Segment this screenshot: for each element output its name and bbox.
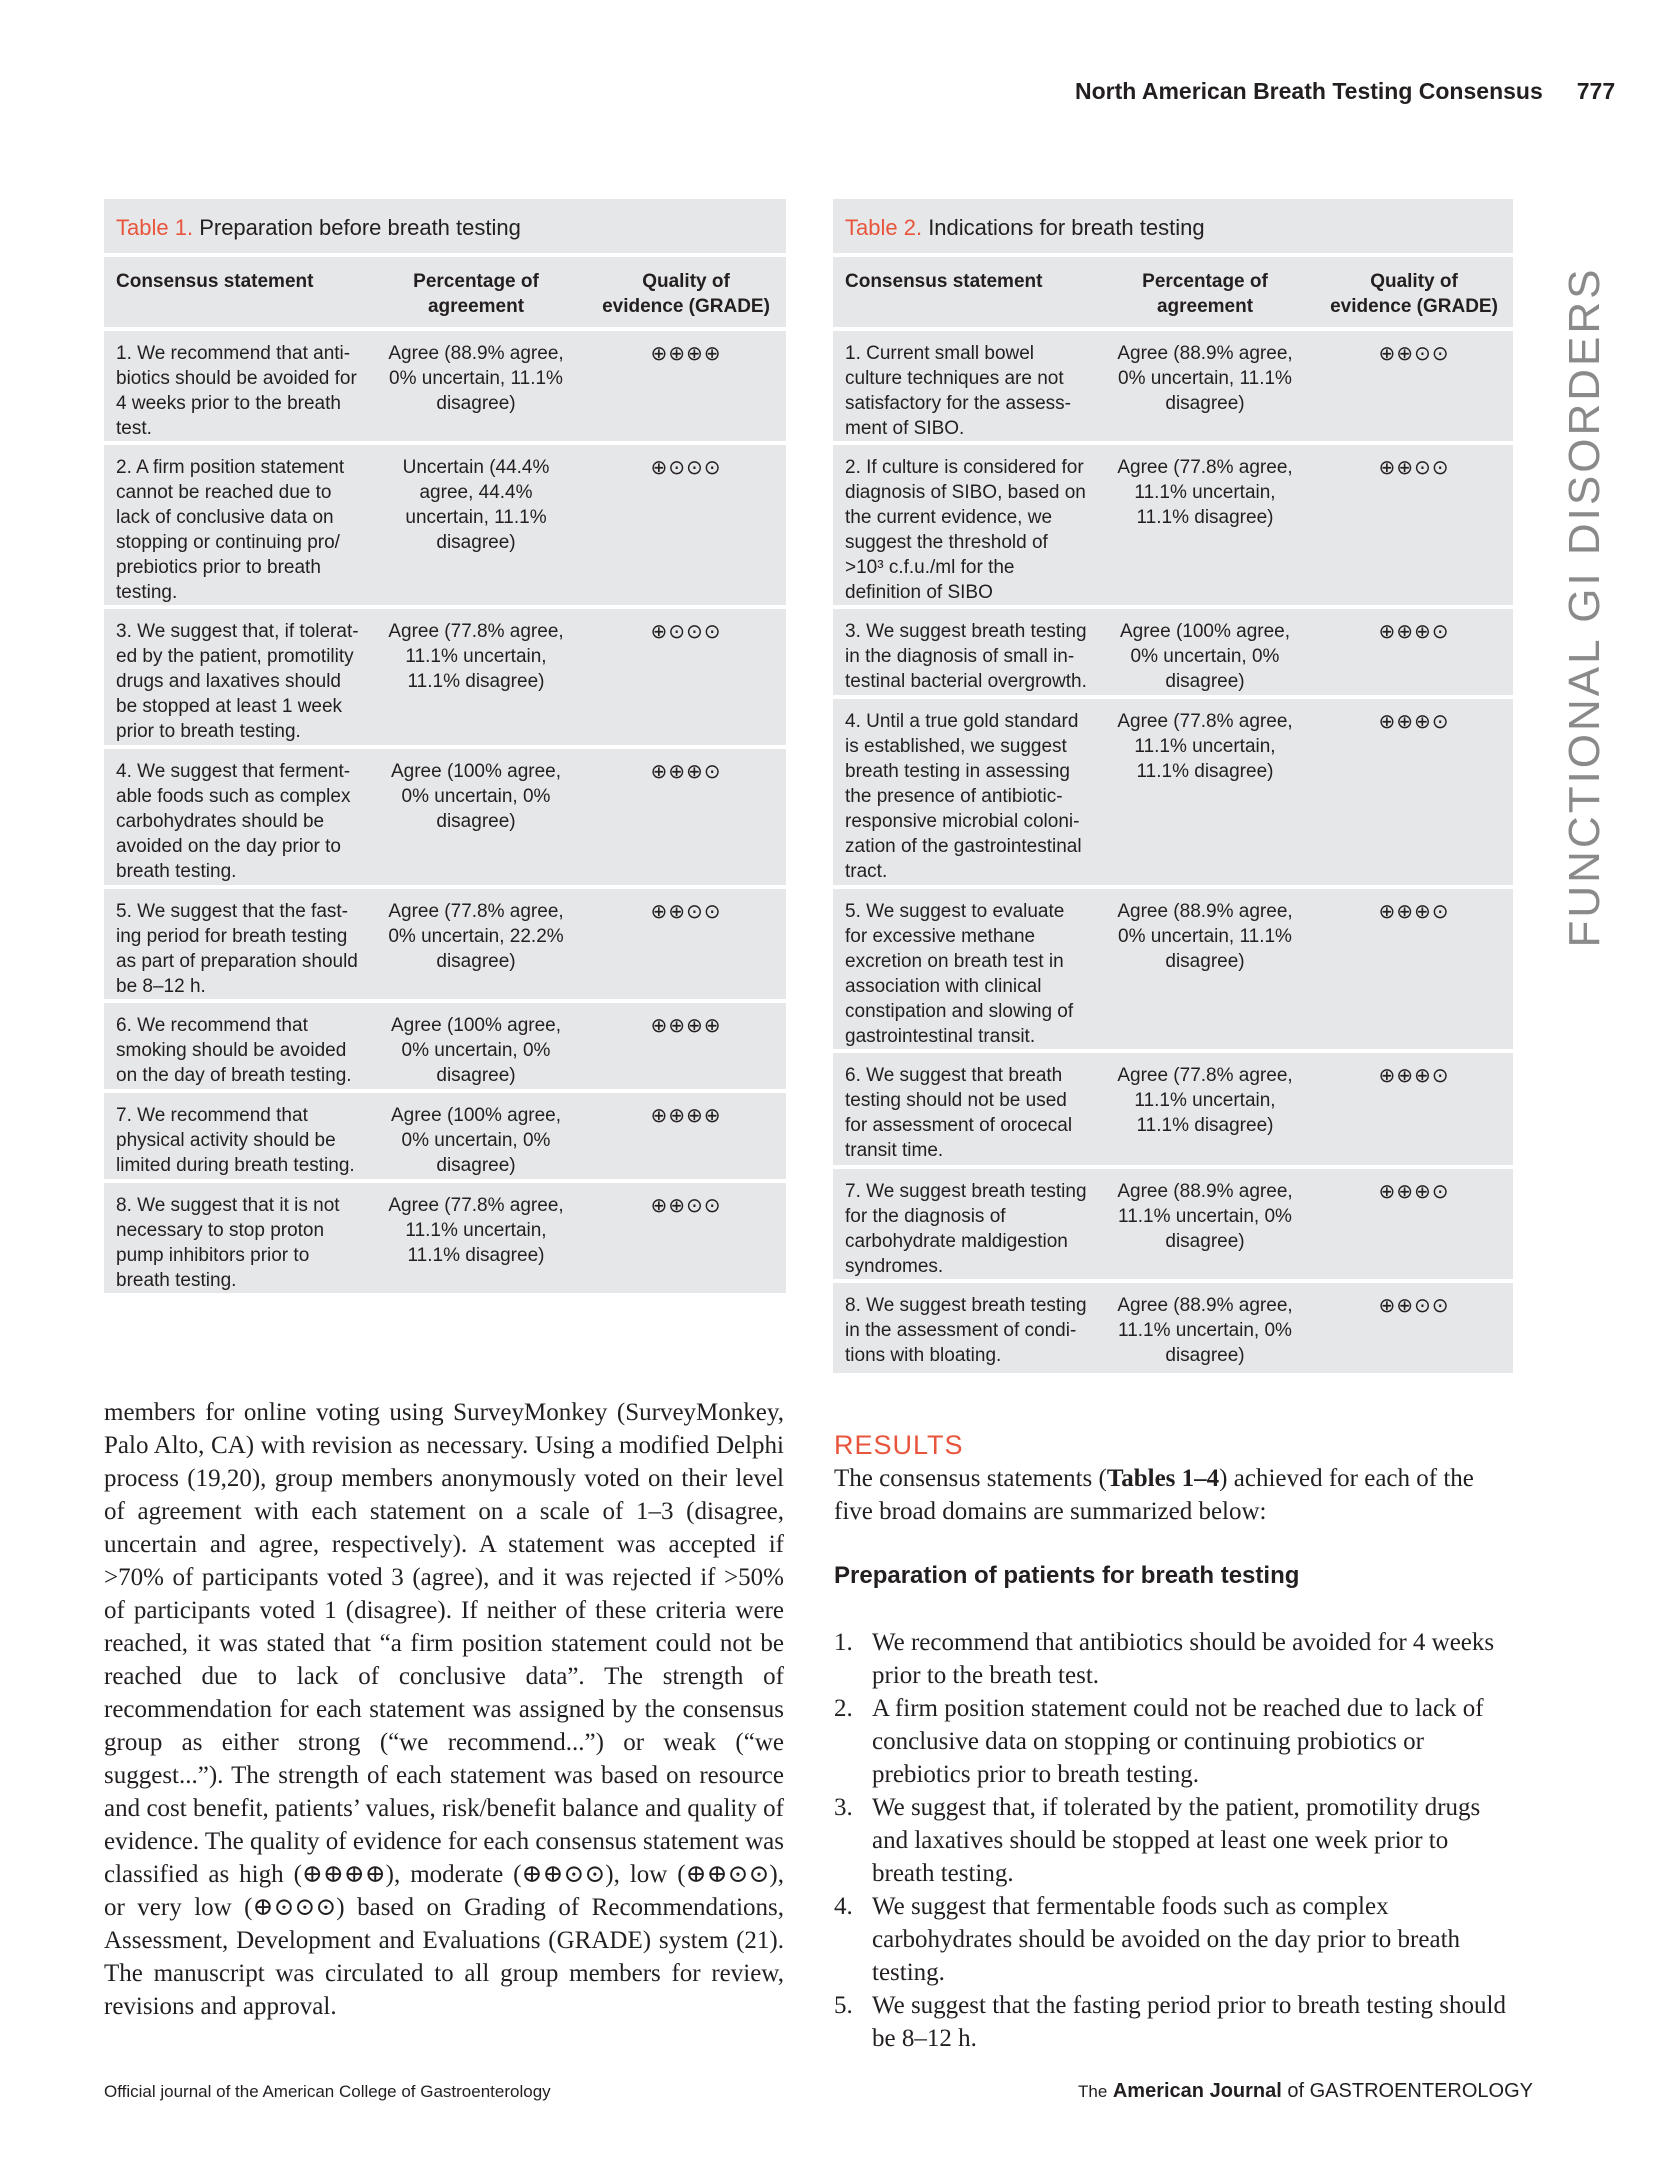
statement-cell: 2. If culture is considered for diagnosis of SIBO, based on the current evidence, we suggest the threshold of >10³ c.f.u./ml for the definition of SIBO [845, 457, 1086, 603]
grade-cell: ⊕⊕⊕⊙ [1378, 709, 1450, 733]
agreement-cell: Agree (88.9% agree, 0% uncertain, 11.1% disagree) [388, 343, 564, 414]
list-item: 3. We suggest that, if tolerated by the patient, promotility drugs and laxatives should be stopped at least one week prior to breath testing. [834, 1794, 1481, 1887]
statement-cell: 4. Until a true gold standard is established, we suggest breath testing in assessing the presence of antibiotic-responsive microbial coloni-zation of the gastrointestinal tract. [845, 711, 1082, 882]
column-header: Quality of evidence (GRADE) [1330, 271, 1498, 317]
table-row [833, 609, 1513, 699]
table-row [833, 1169, 1513, 1283]
agreement-cell: Agree (77.8% agree, 11.1% uncertain, 11.1% disagree) [388, 621, 564, 692]
table-2-number: Table 2. [845, 215, 923, 240]
section-side-label: FUNCTIONAL GI DISORDERS [1560, 266, 1609, 948]
results-list [834, 1626, 1514, 2055]
grade-cell: ⊕⊕⊕⊕ [650, 1103, 722, 1127]
statement-cell: 7. We suggest breath testing for the diagnosis of carbohydrate maldigestion syndromes. [845, 1181, 1087, 1277]
grade-cell: ⊕⊕⊕⊙ [1378, 1063, 1450, 1087]
table-row [833, 331, 1513, 445]
statement-cell: 6. We recommend that smoking should be avoided on the day of breath testing. [116, 1015, 352, 1086]
tables-reference: Tables 1–4 [1106, 1465, 1220, 1492]
table-1-number: Table 1. [116, 215, 194, 240]
grade-cell: ⊕⊕⊙⊙ [1378, 455, 1450, 479]
table-2-caption: Indications for breath testing [928, 215, 1205, 240]
agreement-cell: Agree (100% agree, 0% uncertain, 0% disagree) [390, 761, 562, 832]
agreement-cell: Uncertain (44.4% agree, 44.4% uncertain, 11.1% disagree) [402, 457, 550, 553]
statement-cell: 8. We suggest that it is not necessary to stop proton pump inhibitors prior to breath testing. [116, 1195, 340, 1291]
agreement-cell: Agree (88.9% agree, 11.1% uncertain, 0% disagree) [1117, 1181, 1293, 1252]
agreement-cell: Agree (77.8% agree, 11.1% uncertain, 11.1% disagree) [1117, 711, 1293, 782]
statement-cell: 1. Current small bowel culture techniques are not satisfactory for the assess-ment of SIBO. [845, 343, 1071, 439]
agreement-cell: Agree (77.8% agree, 11.1% uncertain, 11.1% disagree) [388, 1195, 564, 1266]
subsection-heading: Preparation of patients for breath testing [834, 1562, 1300, 1589]
grade-cell: ⊕⊕⊙⊙ [650, 899, 722, 923]
column-header: Consensus statement [845, 271, 1043, 292]
statement-cell: 3. We suggest breath testing in the diagnosis of small in-testinal bacterial overgrowth. [845, 621, 1087, 692]
table-1 [104, 199, 786, 1293]
agreement-cell: Agree (100% agree, 0% uncertain, 0% disagree) [390, 1015, 562, 1086]
grade-cell: ⊕⊕⊕⊕ [650, 1013, 722, 1037]
results-intro-pre: The consensus statements ( [834, 1465, 1107, 1492]
table-row [104, 445, 786, 609]
table-row [104, 749, 786, 889]
grade-cell: ⊕⊙⊙⊙ [650, 455, 722, 479]
statement-cell: 5. We suggest to evaluate for excessive methane excretion on breath test in association with clinical constipation and slowing of gastrointestinal transit. [845, 901, 1074, 1047]
statement-cell: 1. We recommend that anti-biotics should be avoided for 4 weeks prior to the breath test. [116, 343, 357, 439]
page-number: 777 [1576, 78, 1616, 104]
table-row [104, 1093, 786, 1183]
table-1-title [104, 199, 786, 257]
table-row [833, 889, 1513, 1053]
footer-left: Official journal of the American College of Gastroenterology [104, 2082, 551, 2101]
table-row [104, 331, 786, 445]
grade-cell: ⊕⊕⊕⊙ [1378, 1179, 1450, 1203]
column-header: Consensus statement [116, 271, 314, 292]
results-intro-post: ) achieved for each of the five broad domains are summarized below: [834, 1465, 1474, 1525]
results-intro [834, 1462, 1512, 1528]
table-2-header [833, 257, 1513, 331]
grade-cell: ⊕⊕⊕⊙ [1378, 619, 1450, 643]
statement-cell: 6. We suggest that breath testing should not be used for assessment of orocecal transit time. [845, 1065, 1073, 1161]
statement-cell: 4. We suggest that ferment-able foods such as complex carbohydrates should be avoided on the day prior to breath testing. [116, 761, 351, 882]
table-row [833, 699, 1513, 889]
grade-cell: ⊕⊙⊙⊙ [650, 619, 722, 643]
table-row [104, 1183, 786, 1293]
table-row [833, 1283, 1513, 1373]
table-row [104, 1003, 786, 1093]
grade-cell: ⊕⊕⊕⊕ [650, 341, 722, 365]
agreement-cell: Agree (77.8% agree, 0% uncertain, 22.2% disagree) [388, 901, 564, 972]
agreement-cell: Agree (88.9% agree, 0% uncertain, 11.1% disagree) [1117, 343, 1293, 414]
grade-cell: ⊕⊕⊕⊙ [1378, 899, 1450, 923]
list-item: 4. We suggest that fermentable foods such as complex carbohydrates should be avoided on the day prior to breath testing. [834, 1893, 1461, 1986]
grade-cell: ⊕⊕⊙⊙ [1378, 1293, 1450, 1317]
table-1-caption: Preparation before breath testing [199, 215, 521, 240]
agreement-cell: Agree (100% agree, 0% uncertain, 0% disagree) [390, 1105, 562, 1176]
grade-cell: ⊕⊕⊕⊙ [650, 759, 722, 783]
table-row [104, 889, 786, 1003]
statement-cell: 8. We suggest breath testing in the assessment of condi-tions with bloating. [845, 1295, 1087, 1366]
running-head-title: North American Breath Testing Consensus [1075, 78, 1543, 104]
footer-journal-name: The American Journal of GASTROENTEROLOGY [1078, 2080, 1533, 2102]
agreement-cell: Agree (88.9% agree, 0% uncertain, 11.1% disagree) [1117, 901, 1293, 972]
table-2-title [833, 199, 1513, 257]
table-1-header [104, 257, 786, 331]
grade-cell: ⊕⊕⊙⊙ [650, 1193, 722, 1217]
column-header: Percentage of agreement [1142, 271, 1268, 317]
table-row [833, 445, 1513, 609]
agreement-cell: Agree (88.9% agree, 11.1% uncertain, 0% disagree) [1117, 1295, 1293, 1366]
statement-cell: 5. We suggest that the fast-ing period for breath testing as part of preparation should be 8–12 h. [116, 901, 358, 997]
grade-cell: ⊕⊕⊙⊙ [1378, 341, 1450, 365]
column-header: Quality of evidence (GRADE) [602, 271, 770, 317]
table-row [104, 609, 786, 749]
agreement-cell: Agree (100% agree, 0% uncertain, 0% disagree) [1119, 621, 1291, 692]
list-item: 5. We suggest that the fasting period prior to breath testing should be 8–12 h. [834, 1992, 1506, 2052]
table-2 [833, 199, 1513, 1373]
list-item: 2. A firm position statement could not be reached due to lack of conclusive data on stopping or continuing probiotics or prebiotics prior to breath testing. [834, 1695, 1484, 1788]
methods-paragraph: members for online voting using SurveyMonkey (SurveyMonkey, Palo Alto, CA) with revision as necessary. Using a modified Delphi process (19,20), group members anonymously voted on their level of agreement with each statement on a scale of 1–3 (disagree, uncertain and agree, respectively). A statement was accepted if >70% of participants voted 3 (agree), and it was rejected if >50% of participants voted 1 (disagree). If neither of these criteria were reached, it was stated that “a firm position statement could not be reached due to lack of conclusive data”. The strength of recommendation for each statement was assigned by the consensus group as either strong (“we recommend...”) or weak (“we suggest...”). The strength of each statement was based on resource and cost benefit, patients’ values, risk/benefit balance and quality of evidence. The quality of evidence for each consensus statement was classified as high (⊕⊕⊕⊕), moderate (⊕⊕⊙⊙), low (⊕⊕⊙⊙), or very low (⊕⊙⊙⊙) based on Grading of Recommendations, Assessment, Development and Evaluations (GRADE) system (21). The manuscript was circulated to all group members for review, revisions and approval. [104, 1399, 784, 2020]
agreement-cell: Agree (77.8% agree, 11.1% uncertain, 11.1% disagree) [1117, 1065, 1293, 1136]
running-head [1075, 78, 1615, 105]
statement-cell: 7. We recommend that physical activity should be limited during breath testing. [116, 1105, 355, 1176]
table-row [833, 1053, 1513, 1169]
statement-cell: 3. We suggest that, if tolerat-ed by the patient, promotility drugs and laxatives should be stopped at least 1 week prior to breath testing. [116, 621, 359, 742]
results-heading: RESULTS [834, 1430, 964, 1460]
statement-cell: 2. A firm position statement cannot be reached due to lack of conclusive data on stopping or continuing pro/ prebiotics prior to breath testing. [116, 457, 345, 603]
list-item: 1. We recommend that antibiotics should be avoided for 4 weeks prior to the breath test. [834, 1629, 1495, 1689]
column-header: Percentage of agreement [413, 271, 539, 317]
agreement-cell: Agree (77.8% agree, 11.1% uncertain, 11.1% disagree) [1117, 457, 1293, 528]
